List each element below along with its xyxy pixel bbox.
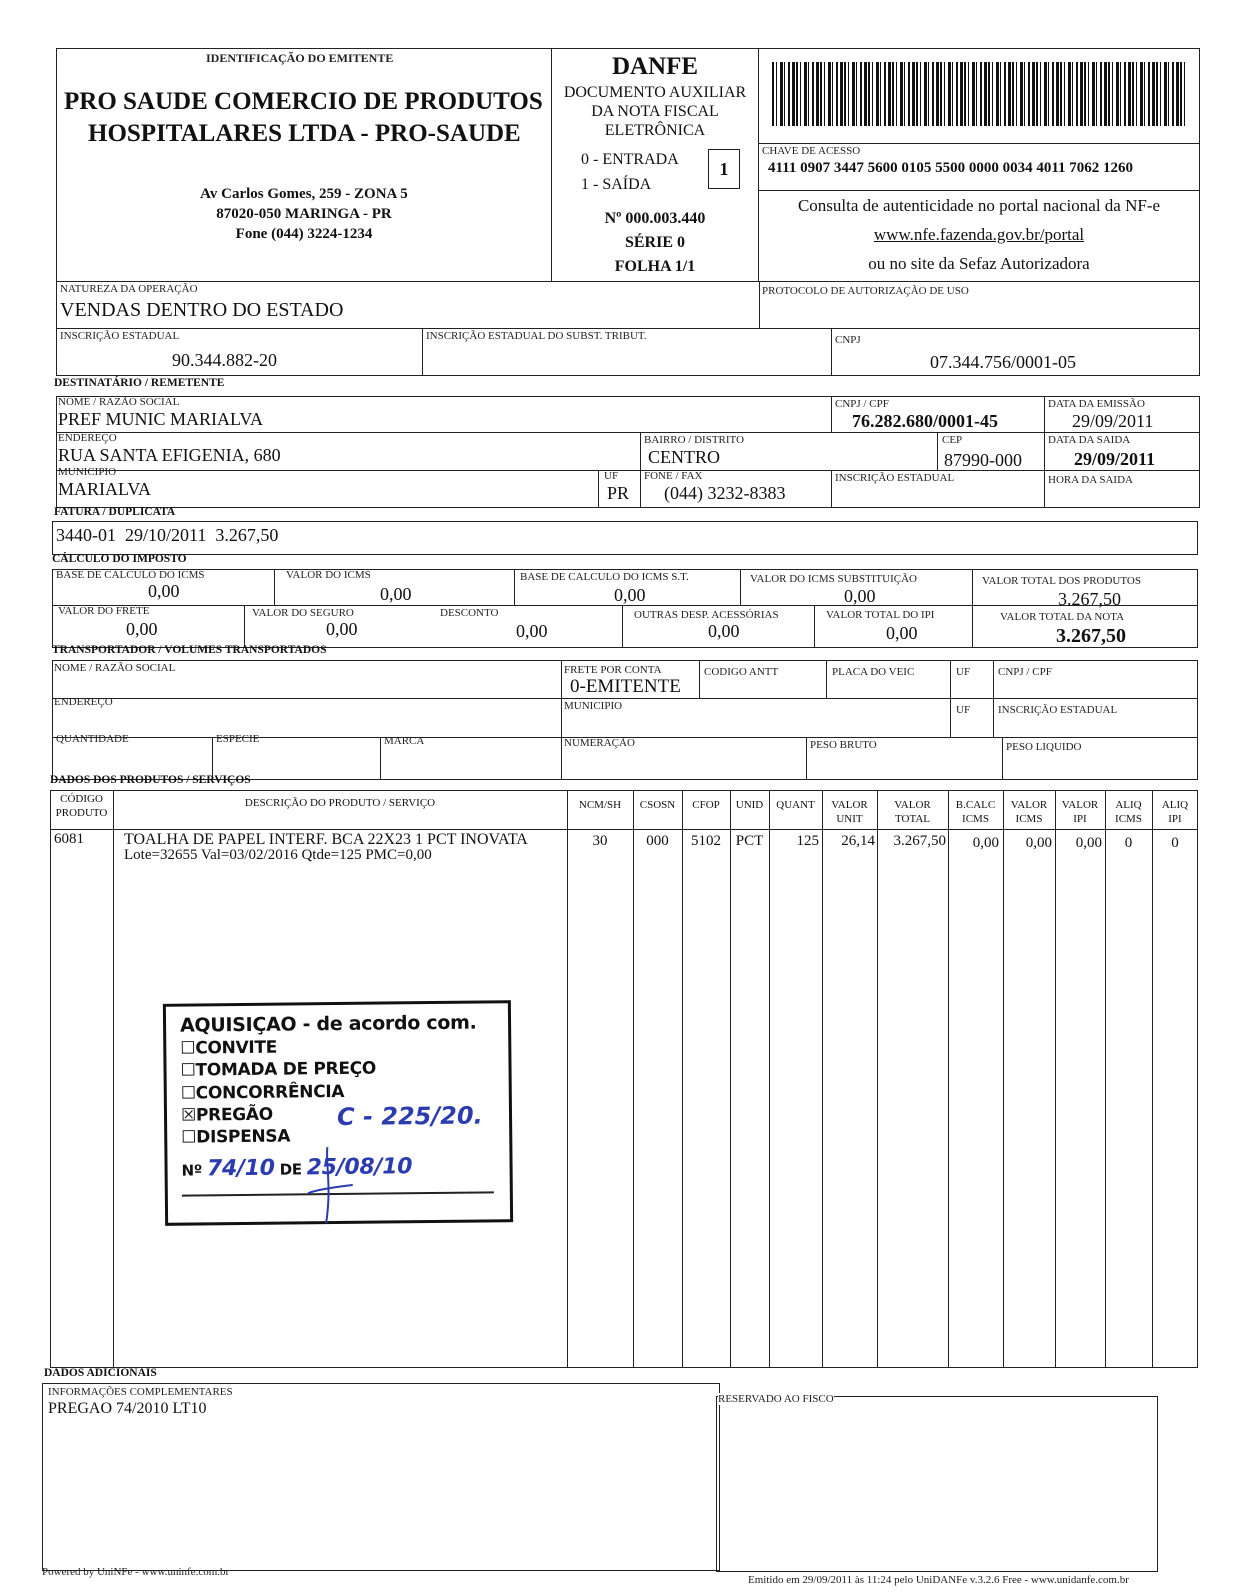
chave-value: 4111 0907 3447 5600 0105 5500 0000 0034 4011 7062 1260 xyxy=(768,160,1134,176)
fatura-value: 3440-01 29/10/2011 3.267,50 xyxy=(56,525,279,545)
danfe-numero: Nº 000.003.440 xyxy=(604,210,706,227)
th-cfop: CFOP xyxy=(692,799,720,811)
dest-hora-label: HORA DA SAIDA xyxy=(1048,474,1133,486)
transp-uf-label: UF xyxy=(956,666,971,678)
dest-municipio-label: MUNICIPIO xyxy=(58,466,117,478)
natureza-value: VENDAS DENTRO DO ESTADO xyxy=(60,299,344,321)
chave-label: CHAVE DE ACESSO xyxy=(762,145,861,157)
fatura-section: FATURA / DUPLICATA xyxy=(54,506,176,518)
dest-fone-label: FONE / FAX xyxy=(644,470,703,482)
transp-marca-label: MARCA xyxy=(384,735,425,747)
base-icms-label: BASE DE CALCULO DO ICMS xyxy=(56,569,205,581)
th-aliq-icms-1: ALIQ xyxy=(1115,799,1142,811)
emitente-address-2: 87020-050 MARINGA - PR xyxy=(216,206,392,222)
cell-vtotal: 3.267,50 xyxy=(893,833,946,849)
dest-bairro: CENTRO xyxy=(648,447,720,467)
transp-endereco-label: ENDEREÇO xyxy=(54,696,113,708)
protocolo-label: PROTOCOLO DE AUTORIZAÇÃO DE USO xyxy=(762,285,969,297)
desconto-label: DESCONTO xyxy=(440,607,499,619)
emitente-address-3: Fone (044) 3224-1234 xyxy=(235,226,373,242)
stamp-de: DE xyxy=(279,1160,302,1179)
transp-uf2-label: UF xyxy=(956,704,971,716)
info-value: PREGAO 74/2010 LT10 xyxy=(48,1400,207,1417)
transp-placa-label: PLACA DO VEIC xyxy=(832,666,915,678)
fisco-label: RESERVADO AO FISCO xyxy=(718,1393,834,1405)
th-codigo-2: PRODUTO xyxy=(55,807,108,819)
dest-cep-label: CEP xyxy=(942,434,963,446)
frete-label: VALOR DO FRETE xyxy=(58,605,150,617)
transp-numeracao-label: NUMERAÇÃO xyxy=(564,737,635,749)
transp-peso-bruto-label: PESO BRUTO xyxy=(810,739,877,751)
cell-cfop: 5102 xyxy=(691,833,721,849)
cell-vunit: 26,14 xyxy=(841,833,875,849)
cell-vipi: 0,00 xyxy=(1075,835,1102,851)
transp-nome-label: NOME / RAZÃO SOCIAL xyxy=(54,662,176,674)
consulta-url-link[interactable]: www.nfe.fazenda.gov.br/portal xyxy=(873,225,1085,244)
emitente-box xyxy=(56,48,552,282)
dest-emissao: 29/09/2011 xyxy=(1072,411,1154,431)
cell-descricao-2: Lote=32655 Val=03/02/2016 Qtde=125 PMC=0,00 xyxy=(124,847,432,863)
dest-municipio: MARIALVA xyxy=(58,479,152,499)
dest-bairro-label: BAIRRO / DISTRITO xyxy=(644,434,745,446)
consulta-sefaz: ou no site da Sefaz Autorizadora xyxy=(868,254,1090,273)
dest-emissao-label: DATA DA EMISSÃO xyxy=(1048,398,1145,410)
th-quant: QUANT xyxy=(776,799,815,811)
stamp-opt-tomada-label: TOMADA DE PREÇO xyxy=(195,1058,377,1081)
imposto-section: CÁLCULO DO IMPOSTO xyxy=(52,553,187,565)
aquisicao-stamp xyxy=(163,1000,513,1226)
stamp-opt-tomada: ☐TOMADA DE PREÇO xyxy=(180,1058,377,1081)
fisco-box xyxy=(716,1396,1158,1572)
danfe-entrada: 0 - ENTRADA xyxy=(581,151,679,168)
th-vipi-2: IPI xyxy=(1073,813,1087,825)
danfe-subtitle-2: DA NOTA FISCAL xyxy=(591,103,719,120)
dest-saida: 29/09/2011 xyxy=(1074,449,1156,469)
danfe-tipo-box: 1 xyxy=(708,149,740,189)
desconto: 0,00 xyxy=(516,621,548,641)
ipi-label: VALOR TOTAL DO IPI xyxy=(826,609,935,621)
stamp-opt-convite: ☐CONVITE xyxy=(180,1037,278,1059)
seguro-label: VALOR DO SEGURO xyxy=(252,607,354,619)
transp-quantidade-label: QUANTIDADE xyxy=(56,733,129,745)
danfe-subtitle-3: ELETRÔNICA xyxy=(604,122,706,139)
th-codigo-1: CÓDIGO xyxy=(60,793,103,805)
footer-left: Powered by UniNFe - www.uninfe.com.br xyxy=(42,1566,230,1578)
frete: 0,00 xyxy=(126,619,158,639)
th-vtotal-1: VALOR xyxy=(894,799,931,811)
transp-frete: 0-EMITENTE xyxy=(570,676,681,697)
danfe-serie: SÉRIE 0 xyxy=(624,234,686,251)
th-unid: UNID xyxy=(735,799,764,811)
icms-sub: 0,00 xyxy=(844,586,876,606)
transp-antt-label: CODIGO ANTT xyxy=(704,666,779,678)
th-vunit-1: VALOR xyxy=(831,799,868,811)
cell-csosn: 000 xyxy=(646,833,669,849)
th-aliq-ipi-2: IPI xyxy=(1168,813,1182,825)
cell-descricao-1: TOALHA DE PAPEL INTERF. BCA 22X23 1 PCT INOVATA xyxy=(124,831,528,848)
destinatario-section: DESTINATÁRIO / REMETENTE xyxy=(54,377,225,389)
th-vtotal-2: TOTAL xyxy=(895,813,930,825)
danfe-folha: FOLHA 1/1 xyxy=(614,258,696,275)
dest-cep: 87990-000 xyxy=(944,450,1022,470)
total-nota: 3.267,50 xyxy=(1056,625,1126,647)
stamp-opt-dispensa-label: DISPENSA xyxy=(196,1126,291,1148)
cell-aliq-ipi: 0 xyxy=(1171,835,1179,851)
transp-ie-label: INSCRIÇÃO ESTADUAL xyxy=(998,704,1118,716)
th-ncm: NCM/SH xyxy=(578,799,622,811)
transp-especie-label: ESPECIE xyxy=(216,733,260,745)
stamp-num-prefix: Nº xyxy=(181,1161,203,1180)
stamp-opt-pregao: ☒PREGÃO xyxy=(180,1104,274,1126)
outras-label: OUTRAS DESP. ACESSÓRIAS xyxy=(634,609,779,621)
th-vicms-2: ICMS xyxy=(1015,813,1043,825)
cell-bcalc: 0,00 xyxy=(972,835,999,851)
transp-cnpj-label: CNPJ / CPF xyxy=(998,666,1052,678)
cnpj-emit-value: 07.344.756/0001-05 xyxy=(930,352,1076,372)
cnpj-emit-label: CNPJ xyxy=(835,334,861,346)
transportador-section: TRANSPORTADOR / VOLUMES TRANSPORTADOS xyxy=(52,644,327,656)
stamp-opt-concorrencia-label: CONCORRÊNCIA xyxy=(195,1081,345,1104)
produtos-section: DADOS DOS PRODUTOS / SERVIÇOS xyxy=(50,774,251,786)
emitente-name-1: PRO SAUDE COMERCIO DE PRODUTOS xyxy=(64,88,543,115)
transp-frete-label: FRETE POR CONTA xyxy=(564,664,662,676)
cell-quant: 125 xyxy=(796,833,819,849)
total-prod: 3.267,50 xyxy=(1058,589,1121,609)
th-bcalc-1: B.CALC xyxy=(955,799,996,811)
cell-vicms: 0,00 xyxy=(1025,835,1052,851)
th-bcalc-2: ICMS xyxy=(962,813,989,825)
icms-sub-label: VALOR DO ICMS SUBSTITUIÇÃO xyxy=(750,573,917,585)
stamp-num-hand: 74/10 xyxy=(206,1155,275,1182)
emitente-label: IDENTIFICAÇÃO DO EMITENTE xyxy=(206,51,394,65)
dest-nome-label: NOME / RAZÃO SOCIAL xyxy=(58,396,180,408)
th-aliq-icms-2: ICMS xyxy=(1115,813,1142,825)
stamp-date-hand: 25/08/10 xyxy=(306,1154,413,1181)
inscricao-st-label: INSCRIÇÃO ESTADUAL DO SUBST. TRIBUT. xyxy=(426,330,647,342)
th-vunit-2: UNIT xyxy=(836,813,863,825)
dest-fone: (044) 3232-8383 xyxy=(664,483,786,503)
stamp-pregao-hand: C - 225/20. xyxy=(336,1101,483,1132)
danfe-subtitle-1: DOCUMENTO AUXILIAR xyxy=(563,84,747,101)
th-vipi-1: VALOR xyxy=(1061,799,1099,811)
th-vicms-1: VALOR xyxy=(1010,799,1048,811)
dest-nome: PREF MUNIC MARIALVA xyxy=(58,409,264,429)
total-nota-label: VALOR TOTAL DA NOTA xyxy=(1000,611,1125,623)
base-st: 0,00 xyxy=(614,585,646,605)
outras: 0,00 xyxy=(708,621,740,641)
barcode-image xyxy=(772,62,1188,126)
dest-cnpj: 76.282.680/0001-45 xyxy=(852,411,998,431)
th-descricao: DESCRIÇÃO DO PRODUTO / SERVIÇO xyxy=(244,797,436,809)
consulta-text: Consulta de autenticidade no portal nacional da NF-e xyxy=(797,196,1161,215)
stamp-title: AQUISIÇAO - de acordo com. xyxy=(179,1011,477,1037)
info-label: INFORMAÇÕES COMPLEMENTARES xyxy=(48,1386,233,1398)
natureza-label: NATUREZA DA OPERAÇÃO xyxy=(60,283,198,295)
dest-cnpj-label: CNPJ / CPF xyxy=(835,398,889,410)
dest-endereco-label: ENDEREÇO xyxy=(58,432,117,444)
cell-aliq-icms: 0 xyxy=(1124,835,1133,851)
dest-uf-label: UF xyxy=(604,470,619,482)
stamp-opt-convite-label: CONVITE xyxy=(195,1037,278,1059)
signature-scribble xyxy=(297,1145,358,1226)
inscricao-label: INSCRIÇÃO ESTADUAL xyxy=(60,330,180,342)
base-icms: 0,00 xyxy=(148,581,180,601)
adicionais-section: DADOS ADICIONAIS xyxy=(44,1367,157,1379)
cell-ncm: 30 xyxy=(592,833,608,849)
total-prod-label: VALOR TOTAL DOS PRODUTOS xyxy=(982,575,1141,587)
emitente-name-2: HOSPITALARES LTDA - PRO-SAUDE xyxy=(88,120,521,147)
stamp-opt-dispensa: ☐DISPENSA xyxy=(181,1126,291,1148)
stamp-opt-concorrencia: ☐CONCORRÊNCIA xyxy=(180,1081,345,1104)
seguro: 0,00 xyxy=(326,619,358,639)
transp-municipio-label: MUNICIPIO xyxy=(564,700,623,712)
inscricao-value: 90.344.882-20 xyxy=(172,350,277,370)
ipi: 0,00 xyxy=(886,623,918,643)
dest-ie-label: INSCRIÇÃO ESTADUAL xyxy=(835,472,955,484)
stamp-opt-pregao-label: PREGÃO xyxy=(195,1104,274,1126)
transp-peso-liquido-label: PESO LIQUIDO xyxy=(1006,741,1082,753)
cell-unid: PCT xyxy=(735,833,764,849)
danfe-title: DANFE xyxy=(611,53,699,80)
th-aliq-ipi-1: ALIQ xyxy=(1161,799,1189,811)
footer-right: Emitido em 29/09/2011 às 11:24 pelo UniDANFe v.3.2.6 Free - www.unidanfe.com.br xyxy=(748,1574,1129,1586)
dest-saida-label: DATA DA SAIDA xyxy=(1048,434,1131,446)
base-st-label: BASE DE CALCULO DO ICMS S.T. xyxy=(520,571,689,583)
dest-endereco: RUA SANTA EFIGENIA, 680 xyxy=(58,445,281,465)
danfe-saida: 1 - SAÍDA xyxy=(581,176,652,193)
dest-uf: PR xyxy=(607,483,630,503)
cell-codigo: 6081 xyxy=(54,831,84,847)
th-csosn: CSOSN xyxy=(639,799,676,811)
emitente-address-1: Av Carlos Gomes, 259 - ZONA 5 xyxy=(200,186,408,202)
valor-icms: 0,00 xyxy=(380,584,412,604)
valor-icms-label: VALOR DO ICMS xyxy=(286,569,371,581)
